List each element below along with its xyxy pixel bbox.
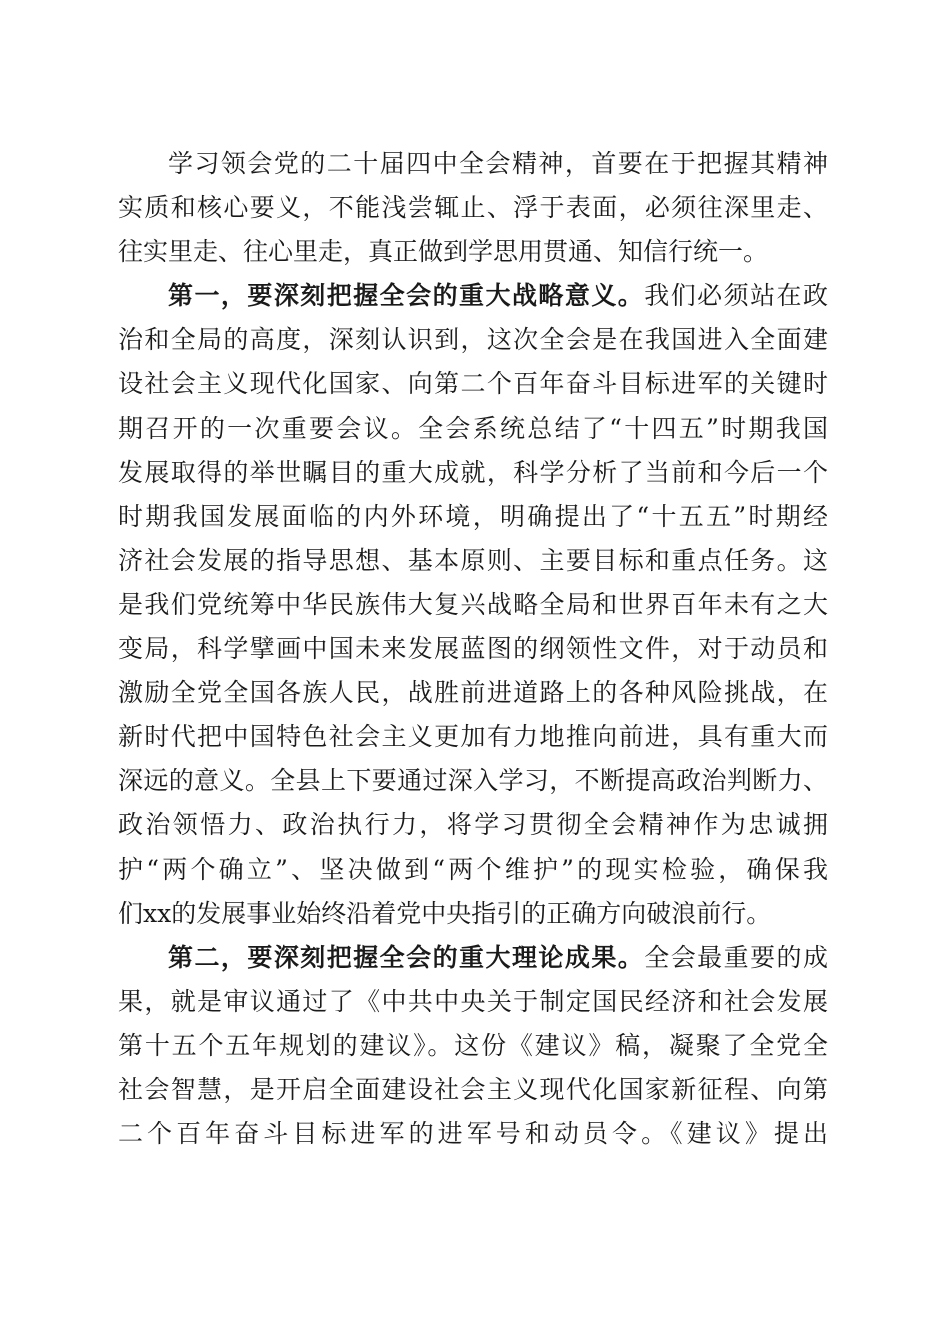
- line-text: 全会最重要的成: [644, 942, 828, 972]
- text-line: 是我们党统筹中华民族伟大复兴战略全局和世界百年未有之大: [118, 589, 828, 619]
- text-line: 变局，科学擘画中国未来发展蓝图的纲领性文件，对于动员和: [118, 634, 828, 664]
- text-line: 期召开的一次重要会议。全会系统总结了“十四五”时期我国: [118, 413, 828, 443]
- text-line: 学习领会党的二十届四中全会精神，首要在于把握其精神: [168, 149, 828, 178]
- paragraph-intro: [118, 142, 828, 274]
- text-line: 二个百年奋斗目标进军的进军号和动员令。《建议》提出: [118, 1119, 828, 1149]
- text-line: 实质和核心要义，不能浅尝辄止、浮于表面，必须往深里走、: [118, 193, 828, 223]
- text-line: [118, 936, 828, 980]
- paragraph-second-point: [118, 936, 828, 1156]
- text-line: 们xx的发展事业始终沿着党中央指引的正确方向破浪前行。: [118, 898, 772, 928]
- document-body: [118, 142, 828, 1156]
- text-line: 深远的意义。全县上下要通过深入学习，不断提高政治判断力、: [118, 766, 828, 796]
- text-line: 社会智慧，是开启全面建设社会主义现代化国家新征程、向第: [118, 1074, 828, 1104]
- text-line: 政治领悟力、政治执行力，将学习贯彻全会精神作为忠诚拥: [118, 810, 828, 840]
- text-line: 新时代把中国特色社会主义更加有力地推向前进，具有重大而: [118, 722, 828, 752]
- text-line: 第十五个五年规划的建议》。这份《建议》稿，凝聚了全党全: [118, 1030, 828, 1060]
- text-line: 治和全局的高度，深刻认识到，这次全会是在我国进入全面建: [118, 325, 828, 355]
- text-line: 激励全党全国各族人民，战胜前进道路上的各种风险挑战，在: [118, 678, 828, 708]
- text-line: 济社会发展的指导思想、基本原则、主要目标和重点任务。这: [118, 545, 828, 575]
- text-line: 往实里走、往心里走，真正做到学思用贯通、知信行统一。: [118, 237, 769, 267]
- text-line: 设社会主义现代化国家、向第二个百年奋斗目标进军的关键时: [118, 369, 828, 399]
- text-line: 发展取得的举世瞩目的重大成就，科学分析了当前和今后一个: [118, 457, 828, 487]
- line-text: 我们必须站在政: [644, 281, 828, 311]
- text-line: 时期我国发展面临的内外环境，明确提出了“十五五”时期经: [118, 501, 828, 531]
- text-line: [118, 274, 828, 318]
- paragraph-first-point: [118, 274, 828, 935]
- text-line: 护“两个确立”、坚决做到“两个维护”的现实检验，确保我: [118, 854, 828, 884]
- point-heading: 第一，要深刻把握全会的重大战略意义。: [168, 281, 645, 311]
- text-line: 果，就是审议通过了《中共中央关于制定国民经济和社会发展: [118, 986, 828, 1016]
- point-heading: 第二，要深刻把握全会的重大理论成果。: [168, 942, 645, 972]
